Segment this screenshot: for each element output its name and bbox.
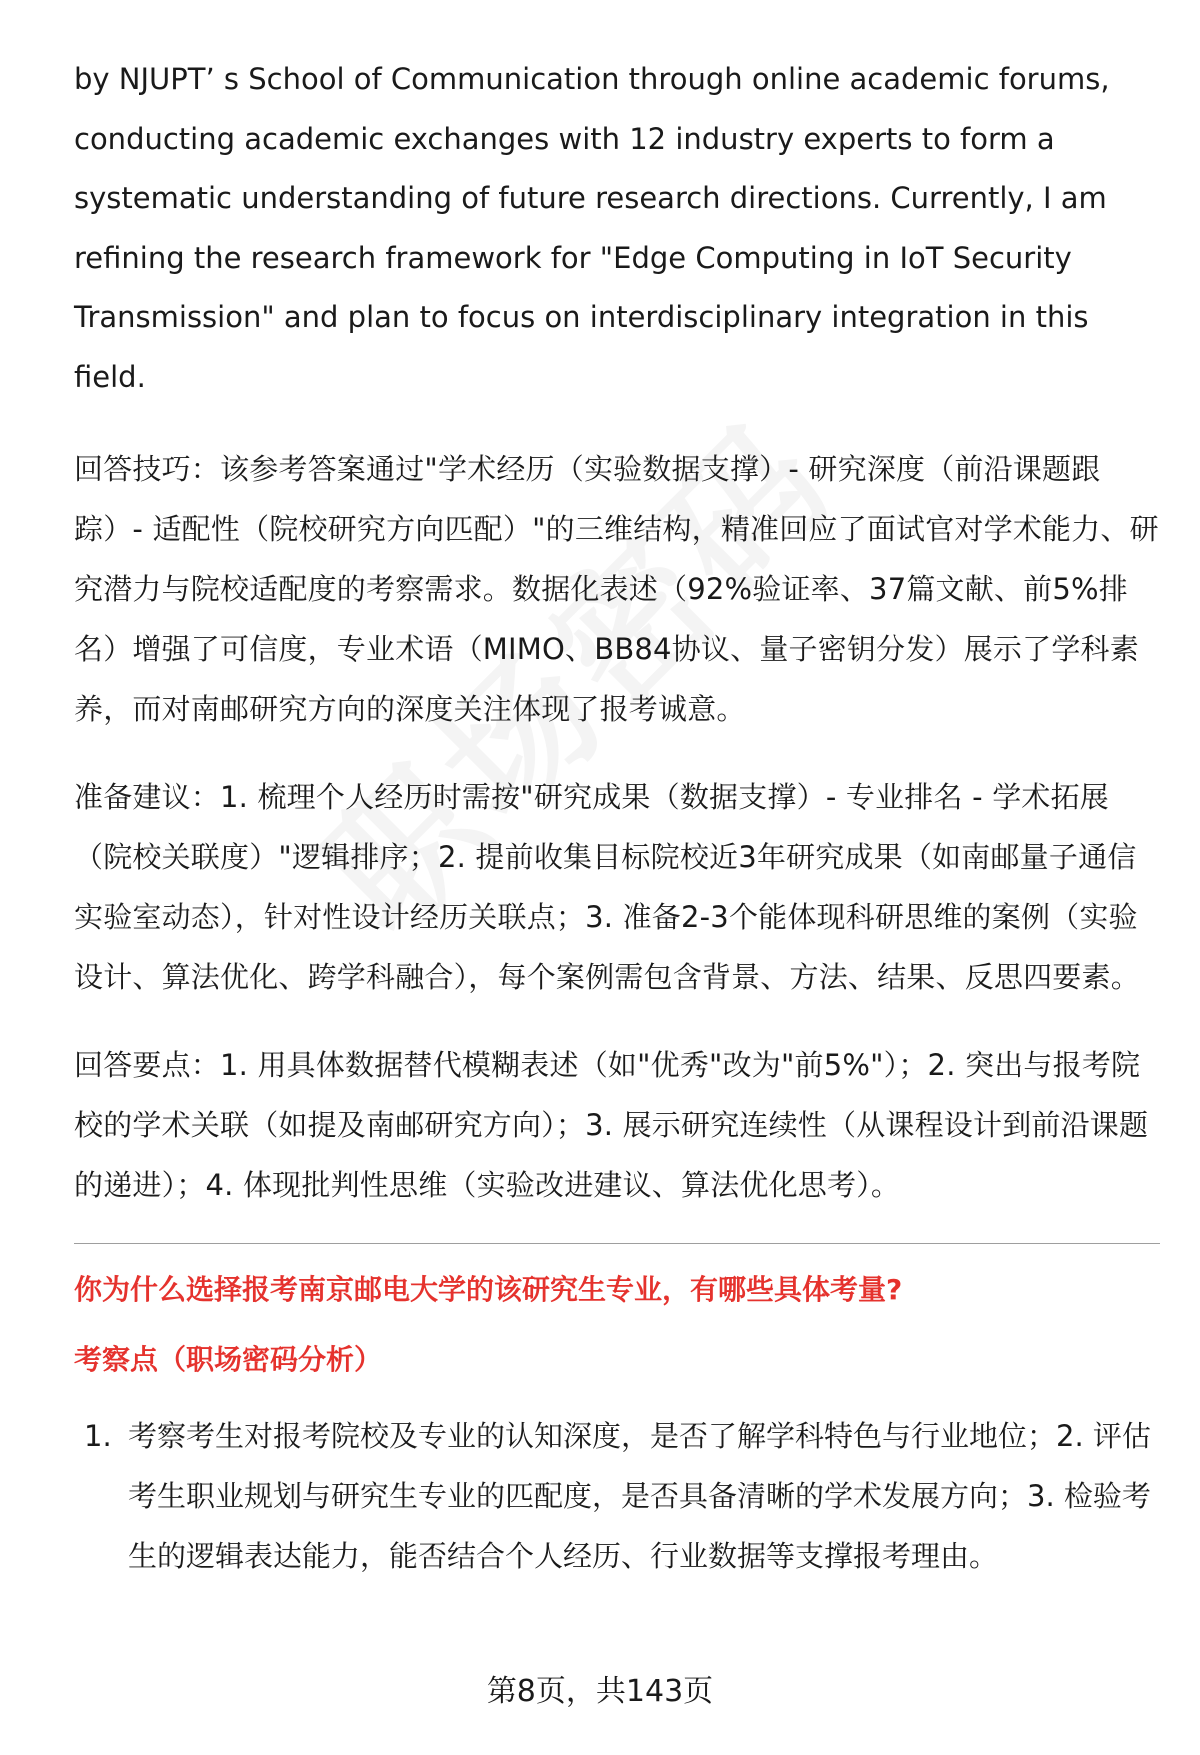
list-item [74,1406,1160,1586]
english-paragraph: by NJUPT’ s School of Communication through online academic forums, conducting academic exchanges with 12 industry experts to form a systematic understanding of future research directions. Currently, I am refining the research framework for "Edge Computing in IoT Security Transmission" and plan to focus on interdisciplinary integration in this field. [74,62,1110,394]
document-body [74,50,1160,1586]
list-item-number: 1. [84,1419,112,1453]
assessment-subheading: 考察点（职场密码分析） [74,1343,383,1376]
question-heading: 你为什么选择报考南京邮电大学的该研究生专业，有哪些具体考量? [74,1273,903,1306]
answer-tips-paragraph: 回答技巧：该参考答案通过"学术经历（实验数据支撑）- 研究深度（前沿课题跟踪）- 适配性（院校研究方向匹配）"的三维结构，精准回应了面试官对学术能力、研究潜力与院校适配度的考察需求。数据化表述（92%验证率、37篇文献、前5%排名）增强了可信度，专业术语（MIMO、BB84协议、量子密钥分发）展示了学科素养，而对南邮研究方向的深度关注体现了报考诚意。 [74,452,1159,726]
list-item-text: 考察考生对报考院校及专业的认知深度，是否了解学科特色与行业地位；2. 评估考生职业规划与研究生专业的匹配度，是否具备清晰的学术发展方向；3. 检验考生的逻辑表达能力，能否结合个人经历、行业数据等支撑报考理由。 [128,1419,1151,1573]
preparation-paragraph: 准备建议：1. 梳理个人经历时需按"研究成果（数据支撑）- 专业排名 - 学术拓展（院校关联度）"逻辑排序；2. 提前收集目标院校近3年研究成果（如南邮量子通信实验室动态），针对性设计经历关联点；3. 准备2-3个能体现科研思维的案例（实验设计、算法优化、跨学科融合），每个案例需包含背景、方法、结果、反思四要素。 [74,780,1140,994]
section-divider [74,1243,1160,1244]
page-number: 第8页，共143页 [486,1674,714,1709]
key-points-paragraph: 回答要点：1. 用具体数据替代模糊表述（如"优秀"改为"前5%"）；2. 突出与报考院校的学术关联（如提及南邮研究方向）；3. 展示研究连续性（从课程设计到前沿课题的递进）；4. 体现批判性思维（实验改进建议、算法优化思考）。 [74,1048,1149,1202]
